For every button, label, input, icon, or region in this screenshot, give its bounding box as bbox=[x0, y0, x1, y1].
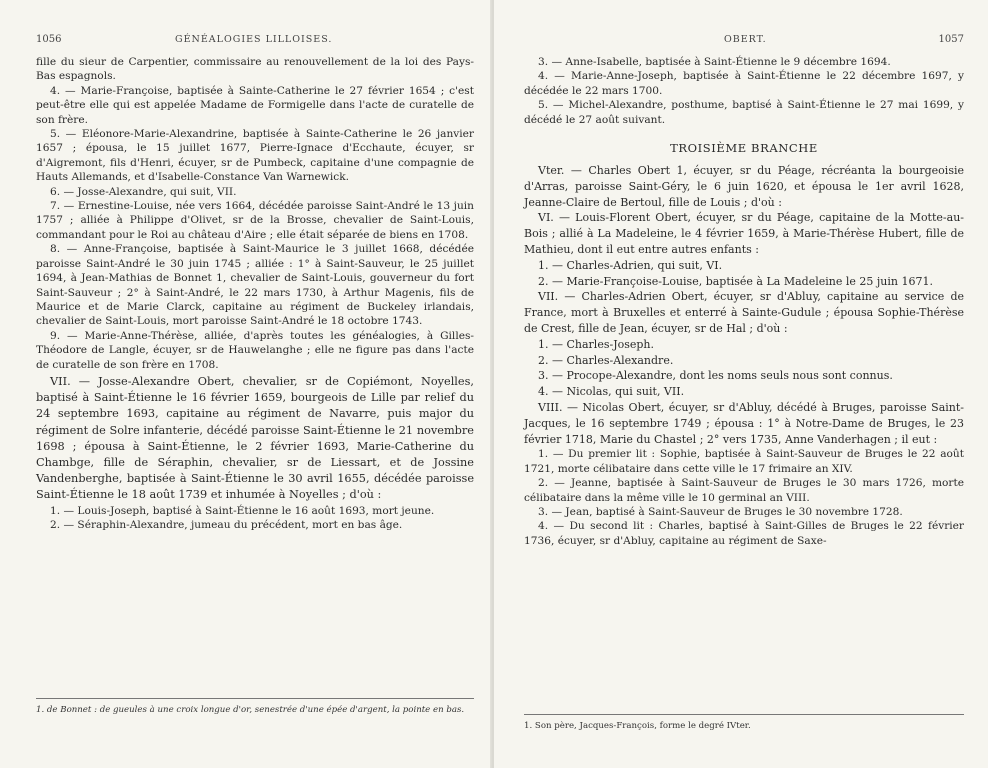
right-footnote-area bbox=[524, 708, 964, 733]
right-page-number: 1057 bbox=[938, 34, 964, 45]
paragraph: 1. — Charles-Adrien, qui suit, VI. bbox=[538, 258, 723, 272]
paragraph: 3. — Procope-Alexandre, dont les noms seuls nous sont connus. bbox=[538, 369, 893, 383]
paragraph: Vter. — Charles Obert 1, écuyer, sr du Péage, récréanta la bourgeoisie d'Arras, paroisse Saint-Géry, le 6 juin 1620, et épousa le 1er avril 1628, Jeanne-Claire de Bertoul, fille de Louis ; d'où : bbox=[524, 164, 964, 209]
left-footnote: 1. de Bonnet : de gueules à une croix longue d'or, senestrée d'une épée d'argent, la pointe en bas. bbox=[36, 705, 465, 715]
right-running-title: OBERT. bbox=[723, 34, 767, 45]
right-page-header bbox=[524, 34, 964, 45]
paragraph: 9. — Marie-Anne-Thérèse, alliée, d'après toutes les généalogies, à Gilles-Théodore de Langle, écuyer, sr de Hauwelanghe ; elle ne figure pas dans l'acte de curatelle de son frère en 1708. bbox=[36, 329, 474, 371]
left-footnote-area bbox=[36, 692, 474, 717]
left-page-number: 1056 bbox=[36, 34, 62, 45]
paragraph: 1. — Louis-Joseph, baptisé à Saint-Étienne le 16 août 1693, mort jeune. bbox=[50, 504, 435, 517]
right-page bbox=[494, 0, 988, 768]
right-footnote: 1. Son père, Jacques-François, forme le degré IVter. bbox=[524, 721, 751, 731]
paragraph: 6. — Josse-Alexandre, qui suit, VII. bbox=[50, 185, 237, 198]
paragraph: 4. — Marie-Françoise, baptisée à Sainte-Catherine le 27 février 1654 ; c'est peut-être elle qui est appelée Madame de Formigelle dans l'acte de curatelle de son frère. bbox=[36, 84, 474, 126]
paragraph: 1. — Charles-Joseph. bbox=[538, 337, 655, 351]
paragraph: 4. — Du second lit : Charles, baptisé à Saint-Gilles de Bruges le 22 février 1736, écuyer, sr d'Abluy, capitaine au régiment de Saxe- bbox=[524, 520, 964, 547]
branch-heading: TROISIÈME BRANCHE bbox=[670, 141, 818, 156]
left-running-title: GÉNÉALOGIES LILLOISES. bbox=[175, 34, 333, 45]
paragraph: 8. — Anne-Françoise, baptisée à Saint-Maurice le 3 juillet 1668, décédée paroisse Saint-André le 30 juin 1745 ; alliée : 1° à Saint-Sauveur, le 25 juillet 1694, à Jean-Mathias de Bonnet 1, chevalier de Saint-Louis, gouverneur du fort Saint-Sauveur ; 2° à Saint-André, le 22 mars 1730, à Arthur Magenis, fils de Maurice et de Marie Clarck, capitaine au régiment de Buckeley irlandais, chevalier de Saint-Louis, mort paroisse Saint-André le 18 octobre 1743. bbox=[36, 243, 474, 328]
paragraph: 4. — Nicolas, qui suit, VII. bbox=[538, 385, 685, 399]
paragraph: 3. — Jean, baptisé à Saint-Sauveur de Bruges le 30 novembre 1728. bbox=[538, 506, 903, 518]
left-page-body bbox=[36, 55, 474, 532]
paragraph: 4. — Marie-Anne-Joseph, baptisée à Saint-Étienne le 22 décembre 1697, y décédée le 22 mars 1700. bbox=[524, 70, 964, 97]
paragraph: 2. — Marie-Françoise-Louise, baptisée à La Madeleine le 25 juin 1671. bbox=[538, 274, 933, 288]
paragraph: 2. — Séraphin-Alexandre, jumeau du précédent, mort en bas âge. bbox=[50, 518, 403, 531]
paragraph: 7. — Ernestine-Louise, née vers 1664, décédée paroisse Saint-André le 13 juin 1757 ; alliée à Philippe d'Olivet, sr de la Brosse, chevalier de Saint-Louis, commandant pour le Roi au château d'Aire ; elle était séparée de biens en 1708. bbox=[36, 200, 474, 241]
paragraph: 3. — Anne-Isabelle, baptisée à Saint-Étienne le 9 décembre 1694. bbox=[538, 56, 891, 68]
paragraph: fille du sieur de Carpentier, commissaire au renouvellement de la loi des Pays-Bas espagnols. bbox=[36, 56, 474, 83]
paragraph: 5. — Eléonore-Marie-Alexandrine, baptisée à Sainte-Catherine le 26 janvier 1657 ; épousa, le 15 juillet 1677, Pierre-Ignace d'Ecchaute, écuyer, sr d'Aigremont, fils d'Henri, écuyer, sr de Pumbeck, capitaine d'une compagnie de Hauts Allemands, et d'Isabelle-Constance Van Warnewick. bbox=[36, 128, 474, 184]
paragraph: 2. — Jeanne, baptisée à Saint-Sauveur de Bruges le 30 mars 1726, morte célibataire dans la même ville le 10 germinal an VIII. bbox=[524, 477, 964, 504]
footnote-divider bbox=[524, 714, 964, 715]
paragraph: VII. — Charles-Adrien Obert, écuyer, sr d'Abluy, capitaine au service de France, mort à Bruxelles et enterré à Sainte-Gudule ; épousa Sophie-Thérèse de Crest, fille de Jean, écuyer, sr de Hal ; d'où : bbox=[524, 290, 964, 335]
left-page-header bbox=[36, 34, 474, 45]
paragraph: 5. — Michel-Alexandre, posthume, baptisé à Saint-Étienne le 27 mai 1699, y décédé le 27 août suivant. bbox=[524, 99, 964, 126]
right-page-body bbox=[524, 55, 964, 548]
paragraph: VI. — Louis-Florent Obert, écuyer, sr du Péage, capitaine de la Motte-au-Bois ; allié à La Madeleine, le 4 février 1659, à Marie-Thérèse Hubert, fille de Mathieu, dont il eut entre autres enfants : bbox=[524, 211, 964, 257]
paragraph: 1. — Du premier lit : Sophie, baptisée à Saint-Sauveur de Bruges le 22 août 1721, morte célibataire dans cette ville le 17 frimaire an XIV. bbox=[524, 448, 964, 475]
footnote-divider bbox=[36, 698, 474, 699]
paragraph: 2. — Charles-Alexandre. bbox=[538, 353, 674, 367]
paragraph: VII. — Josse-Alexandre Obert, chevalier, sr de Copiémont, Noyelles, baptisé à Saint-Étienne le 16 février 1659, bourgeois de Lille par relief du 24 septembre 1693, capitaine au régiment de Navarre, puis major du régiment de Solre infanterie, décédé paroisse Saint-Étienne le 21 novembre 1698 ; épousa à Saint-Étienne, le 2 février 1693, Marie-Catherine du Chambge, fille de Séraphin, chevalier, sr de Liessart, et de Jossine Vandenberghe, baptisée à Saint-Étienne le 30 avril 1655, décédée paroisse Saint-Étienne le 18 août 1739 et inhumée à Noyelles ; d'où : bbox=[36, 374, 474, 502]
paragraph: VIII. — Nicolas Obert, écuyer, sr d'Abluy, décédé à Bruges, paroisse Saint-Jacques, le 16 septembre 1749 ; épousa : 1° à Notre-Dame de Bruges, le 23 février 1718, Marie du Chastel ; 2° vers 1735, Anne Vanderhagen ; il eut : bbox=[524, 400, 964, 446]
